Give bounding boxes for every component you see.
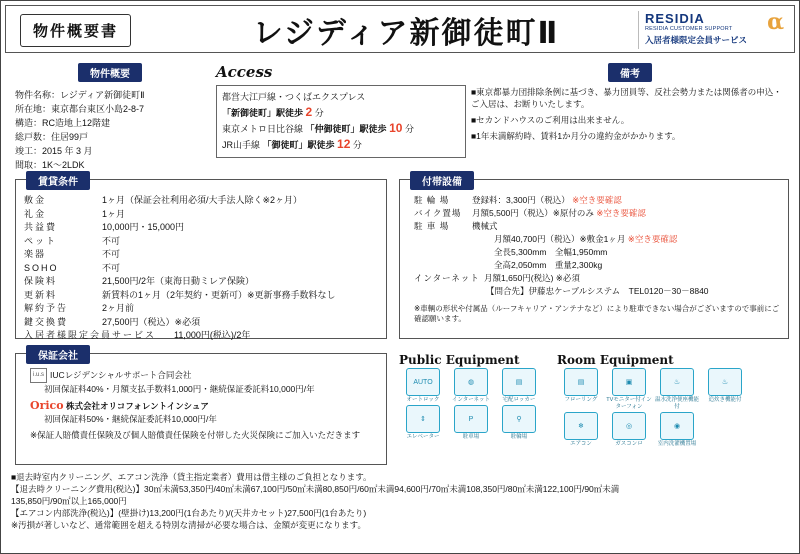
access-line: 東京メトロ日比谷線 「仲御徒町」駅徒歩 10 分 [222,121,414,135]
facility-row: 全高2,050mm 重量2,300kg [494,260,603,270]
logo-line3: 入居者様限定会員サービス [645,35,748,45]
rental-term-row: SOHO 不可 [24,262,121,273]
guarantor-title: 保証会社 [26,345,90,364]
access-box [216,85,466,158]
guarantor-detail-1: 初回保証料40%・月額支払手数料1,000円・継続保証委託料10,000円/年 [44,384,315,394]
remark-item: ■東京都暴力団排除条例に基づき、暴力団員等、反社会勢力または関係者の申込・ご入居は、お断りいたします。 [471,87,782,109]
orico-logo-icon: Orico [30,399,64,412]
bath-reheating-icon: ♨ [708,368,742,396]
equipment-item: ♨ 追炊き機能付 [702,368,748,411]
guarantor-section [15,353,387,465]
facility-row: バイク置場 月額5,500円（税込）※原付のみ ※空き要確認 [414,208,646,218]
facility-row: 駐 車 場 機械式 [414,221,498,231]
logo-line2: RESIDIA CUSTOMER SUPPORT [645,26,733,32]
building-name-title: レジディア新御徒町Ⅱ [252,16,560,51]
internet-icon: ◍ [454,368,488,396]
rental-term-row: 解約予告 2ヶ月前 [24,303,135,313]
logo-line1: RESIDIA [645,11,705,26]
footer-line: 【エアコン内部洗浄(税込)】(壁掛け)13,200円(1台あたり)/(天井カセット)27,500円(1台あたり) [11,508,367,518]
bicycle-parking-icon: ⚲ [502,405,536,433]
rental-term-row: 保険料 21,500円/2年（東海日動ミレア保険） [24,276,255,286]
access-line: JR山手線 「御徒町」駅徒歩 12 分 [222,137,362,151]
facility-row: 全長5,300mm 全幅1,950mm [494,247,608,257]
rental-term-row: ペット 不可 [24,235,121,246]
overview-row: 総戸数：住居99戸 [15,132,89,142]
room-equipment-title: Room Equipment [557,353,674,367]
facility-row: インターネット 月額1,650円(税込) ※必須 [414,273,580,283]
facilities-title: 付帯設備 [410,171,474,190]
equipment-item: ❄ エアコン [558,412,604,448]
access-title: Access [216,63,273,81]
document-header [5,5,795,53]
facilities-section [399,179,789,339]
equipment-item: ⇕ エレベーター [400,405,446,441]
access-line: 都営大江戸線・つくばエクスプレス [222,92,366,102]
facility-row: 【問合先】伊藤忠ケーブルシステム TEL0120－30－8840 [486,286,709,296]
indoor-washer-space-icon: ◉ [660,412,694,440]
remarks-title: 備考 [608,63,652,82]
equipment-item: ⚲ 駐輪場 [496,405,542,441]
equipment-section [399,353,789,465]
equipment-item: ▤ 宅配ロッカー [496,368,542,404]
equipment-item: ◍ インターネット [448,368,494,404]
facility-row: 月額40,700円（税込）※敷金1ヶ月 ※空き要確認 [494,234,678,244]
property-overview-title: 物件概要 [78,63,142,82]
equipment-item: AUTO オートロック [400,368,446,404]
guarantor-detail-2: 初回保証料50%・継続保証委託料10,000円/年 [44,414,217,424]
access-line: 「新御徒町」駅徒歩 2 分 [222,105,324,119]
equipment-item: ◎ ガスコンロ [606,412,652,448]
rental-term-row: 入居者様限定会員サービス 11,000円(税込)/2年 [24,330,251,340]
access-section [216,63,466,158]
equipment-item: ▣ TVモニター付インターフォン [606,368,652,411]
auto-lock-icon: AUTO [406,368,440,396]
equipment-item: ▤ フローリング [558,368,604,411]
equipment-item: P 駐車場 [448,405,494,441]
rental-term-row: 楽器 不可 [24,249,121,259]
tv-monitor-intercom-icon: ▣ [612,368,646,396]
property-overview-section [15,63,205,170]
parking-icon: P [454,405,488,433]
equipment-item: ◉ 室内洗濯機置場 [654,412,700,448]
residia-logo [638,11,788,49]
remark-item: ■1年未満解約時、賃料1か月分の違約金がかかります。 [471,131,681,141]
facilities-footnote: ※車輌の形状や付属品（ルーフキャリア・アンテナなど）により駐車できない場合がございますので事前にご確認願います。 [414,304,780,323]
public-equipment-title: Public Equipment [399,353,520,367]
guarantor-company-1: i.u.s IUCレジデンシャルサポート合同会社 [30,368,378,383]
guarantor-note: ※保証人賠償責任保険及び個人賠償責任保険を付帯した火災保険にご加入いただきます [30,430,361,440]
iuc-logo-icon: i.u.s [30,368,47,383]
remarks-section [471,63,789,158]
rental-term-row: 更新料 新賃料の1ヶ月（2年契約・更新可）※更新事務手数料なし [24,289,336,300]
air-conditioner-icon: ❄ [564,412,598,440]
overview-row: 竣工：2015 年 3 月 [15,146,93,156]
rental-terms-section [15,179,387,339]
equipment-item: ♨ 温水洗浄便座機能付 [654,368,700,411]
rental-terms-title: 賃貸条件 [26,171,90,190]
rental-term-row: 共益費 10,000円・15,000円 [24,222,185,232]
public-equipment-grid [399,367,549,441]
alpha-mark: α [767,9,784,35]
facility-row: 駐 輪 場 登録料：3,300円（税込） ※空き要確認 [414,195,622,205]
rental-term-row: 礼金 1ヶ月 [24,208,126,219]
footer-line: ■退去時室内クリーニング、エアコン洗浄（貸主指定業者）費用は借主様のご負担となります。 [11,472,372,482]
delivery-box-icon: ▤ [502,368,536,396]
hot-water-washlet-icon: ♨ [660,368,694,396]
elevator-icon: ⇕ [406,405,440,433]
flooring-icon: ▤ [564,368,598,396]
overview-row: 所在地：東京都台東区小島2-8-7 [15,104,145,114]
gas-stove-icon: ◎ [612,412,646,440]
footer-line: ※汚損が著しいなど、通常範囲を超える特別な清掃が必要な場合は、金額が変更になります。 [11,520,366,530]
room-equipment-grid [557,367,787,448]
rental-term-row: 鍵交換費 27,500円（税込）※必須 [24,316,201,327]
footer-notes [11,471,791,531]
overview-row: 間取：1K～2LDK [15,160,85,170]
rental-term-row: 敷金 1ヶ月（保証会社利用必須/大手法人除く※2ヶ月） [24,195,303,205]
guarantor-company-2: Orico 株式会社オリコフォレントインシュア [30,399,209,412]
remark-item: ■セカンドハウスのご利用は出来ません。 [471,115,630,125]
footer-line: 【退去時クリーニング費用(税込)】30㎡未満53,350円/40㎡未満67,100円/50㎡未満80,850円/60㎡未満94,600円/70㎡未満108,350円/80㎡未満122,100円/90㎡未満 [11,484,620,494]
footer-line: 135,850円/90㎡以上165,000円 [11,496,127,506]
overview-row: 物件名称：レジディア新御徒町Ⅱ [15,90,145,100]
document-type-label: 物件概要書 [20,14,131,47]
overview-row: 構造：RC造地上12階建 [15,118,111,128]
